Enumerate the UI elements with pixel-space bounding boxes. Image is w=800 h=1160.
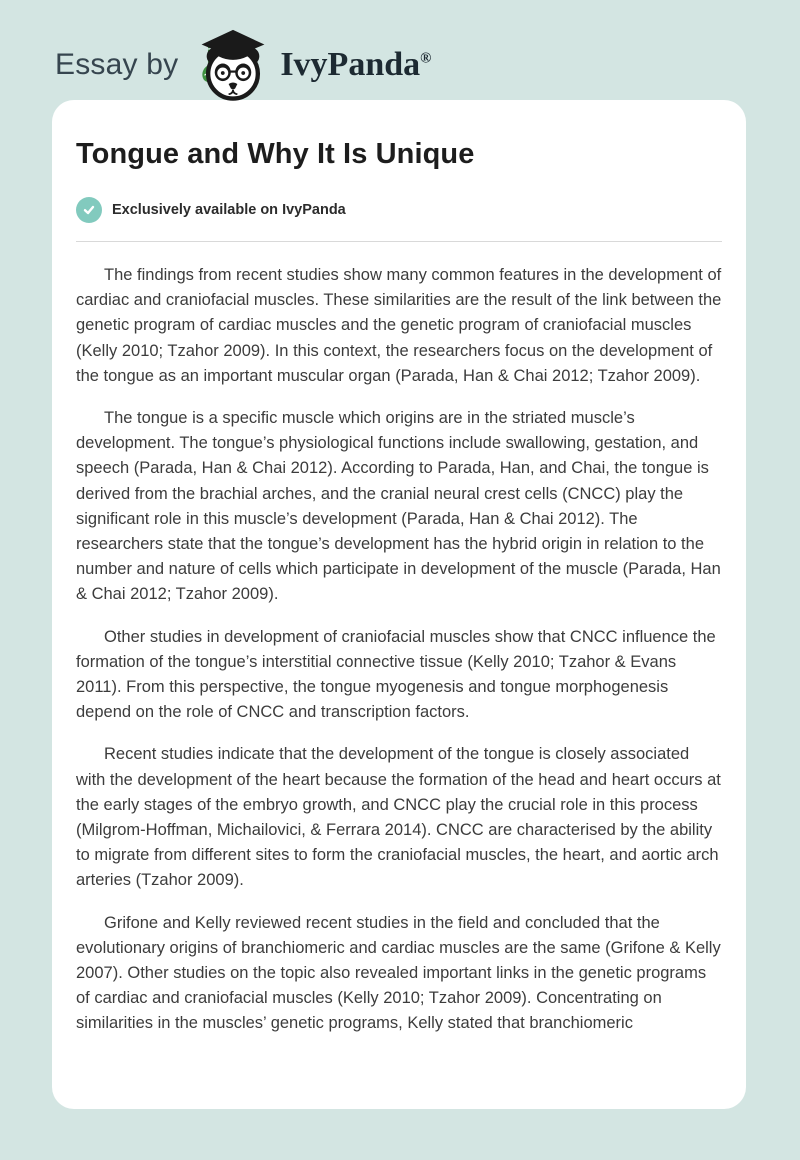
essay-by-label: Essay by	[55, 48, 179, 81]
exclusive-row	[76, 197, 722, 223]
essay-card	[52, 100, 746, 1109]
brand-name	[280, 46, 431, 84]
essay-paragraph: The findings from recent studies show many common features in the development of cardiac and craniofacial muscles. These similarities are the result of the link between the genetic program of cardiac muscles and the genetic program of craniofacial muscles (Kelly 2010; Tzahor 2009). In this context, the researchers focus on the development of the tongue as an important muscular organ (Parada, Han & Chai 2012; Tzahor 2009).	[76, 266, 722, 385]
essay-paragraph: Other studies in development of craniofacial muscles show that CNCC influence the formation of the tongue’s interstitial connective tissue (Kelly 2010; Tzahor & Evans 2011). From this perspective, the tongue myogenesis and tongue morphogenesis depend on the role of CNCC and transcription factors.	[76, 627, 716, 722]
brand-text: IvyPanda	[280, 46, 421, 83]
essay-paragraph: Grifone and Kelly reviewed recent studies in the field and concluded that the evolutionary origins of branchiomeric and cardiac muscles are the same (Grifone & Kelly 2007). Other studies on the topic also revealed important links in the genetic programs of cardiac and craniofacial muscles (Kelly 2010; Tzahor 2009). Concentrating on similarities in the muscles’ genetic programs, Kelly stated that branchiomeric	[76, 913, 721, 1033]
essay-title: Tongue and Why It Is Unique	[76, 138, 475, 170]
essay-paragraph: Recent studies indicate that the development of the tongue is closely associated with the development of the heart because the formation of the head and heart occurs at the early stages of the embryo growth, and CNCC play the crucial role in this process (Milgrom-Hoffman, Michailovici, & Ferrara 2014). CNCC are characterised by the ability to migrate from different sites to form the craniofacial muscles, the heart, and aortic arch arteries (Tzahor 2009).	[76, 745, 721, 890]
divider	[76, 241, 722, 242]
essay-paragraph: The tongue is a specific muscle which origins are in the striated muscle’s development. The tongue’s physiological functions include swallowing, gestation, and speech (Parada, Han & Chai 2012). According to Parada, Han, and Chai, the tongue is derived from the brachial arches, and the cranial neural crest cells (CNCC) play the significant role in this muscle’s development (Parada, Han & Chai 2012). The researchers state that the tongue’s development has the hybrid origin in relation to the number and nature of cells which participate in development of the muscle (Parada, Han & Chai 2012; Tzahor 2009).	[76, 409, 721, 604]
registered-mark: ®	[420, 50, 432, 67]
ivypanda-panda-logo-icon	[196, 27, 270, 103]
exclusive-label: Exclusively available on IvyPanda	[112, 202, 346, 218]
site-header	[0, 0, 800, 96]
check-icon	[76, 197, 102, 223]
essay-body	[76, 263, 722, 1037]
